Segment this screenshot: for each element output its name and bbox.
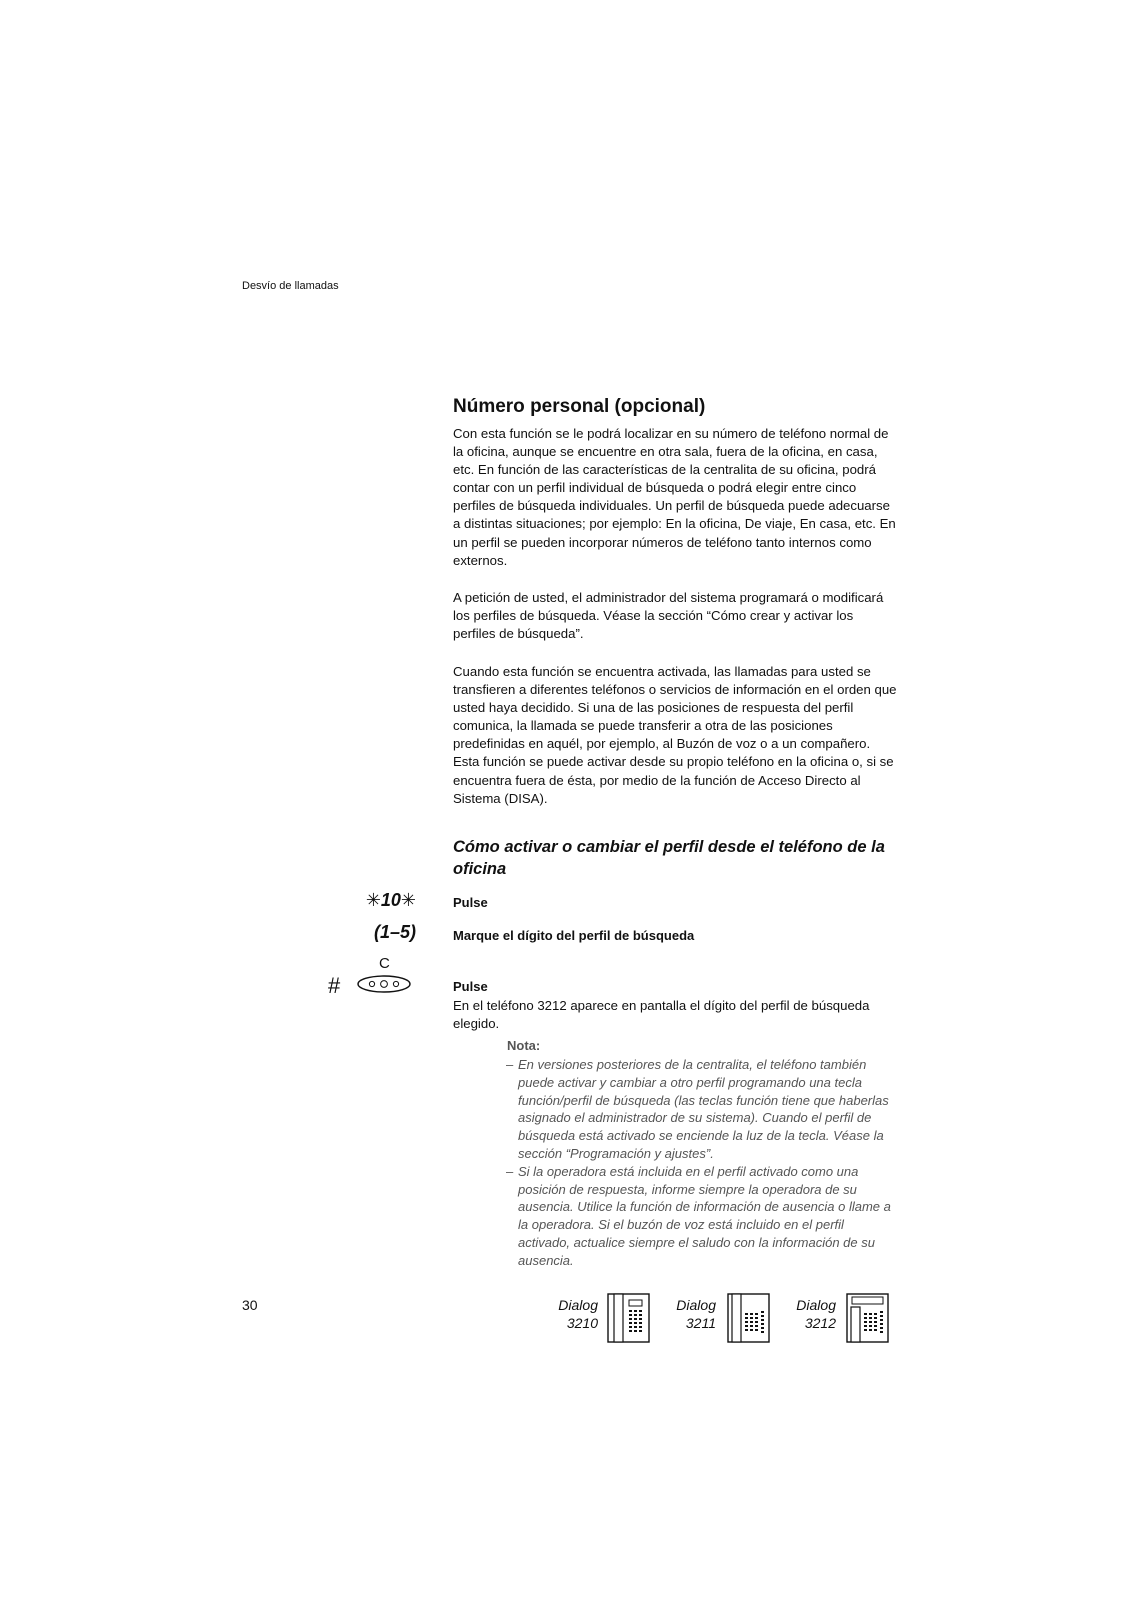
paragraph-admin: A petición de usted, el administrador del sistema programará o modificará los perfiles de búsqueda. Véase la sección “Cómo crear y activar los perfiles de búsqueda”. xyxy=(453,590,884,642)
paragraph-intro: Con esta función se le podrá localizar en su número de teléfono normal de la oficina, aunque se encuentre en otra sala, fuera de la oficina, en casa, etc. En función de las características de la centralita de su oficina, podrá contar con un perfil individual de búsqueda o podrá elegir entre cinco perfiles de búsqueda individuales. Un perfil de búsqueda puede adecuarse a distintas situaciones; por ejemplo: En la oficina, De viaje, En casa, etc. En un perfil se pueden incorporar números de teléfono tanto internos como externos. xyxy=(453,426,896,568)
star-10-star-key: ✳10✳ xyxy=(365,890,416,910)
model-label-3210: Dialog 3210 xyxy=(558,1297,598,1331)
profile-digit-key: (1–5) xyxy=(373,922,416,942)
note-list xyxy=(506,1056,898,1270)
section-title: Número personal (opcional) xyxy=(453,396,706,417)
paragraph-activation: Cuando esta función se encuentra activada, las llamadas para usted se transfieren a diferentes teléfonos o servicios de información en el orden que usted haya decidido. Si una de las posiciones de respuesta del perfil comunica, la llamada se puede transferir a otra de las posiciones predefinidas en aquél, por ejemplo, al Buzón de voz o a un compañero. Esta función se puede activar desde su propio teléfono en la oficina o, si se encuentra fuera de ésta, por medio de la función de Acceso Directo al Sistema (DISA). xyxy=(453,664,897,806)
phone-3211-icon xyxy=(727,1293,770,1348)
step-1-instruction: Pulse xyxy=(453,895,488,910)
note-item: – Si la operadora está incluida en el perfil activado como una posición de respuesta, informe siempre la operadora de su ausencia. Utilice la función de información de ausencia o llame a la operadora. Si el buzón de voz está incluido en el perfil activado, actualice siempre el saludo con la información de su ausencia. xyxy=(506,1163,891,1268)
note-title: Nota: xyxy=(507,1038,541,1053)
phone-3210-icon xyxy=(607,1293,650,1348)
result-text: En el teléfono 3212 aparece en pantalla el dígito del perfil de búsqueda elegido. xyxy=(453,998,870,1032)
model-label-3211: Dialog 3211 xyxy=(676,1297,716,1331)
clear-key-letter: C xyxy=(379,955,390,972)
clear-key-icon xyxy=(356,955,412,998)
subsection-title: Cómo activar o cambiar el perfil desde el teléfono de la oficina xyxy=(453,838,885,878)
model-label-3212: Dialog 3212 xyxy=(796,1297,836,1331)
note-item: – En versiones posteriores de la centralita, el teléfono también puede activar y cambiar a otro perfil programando una tecla función/perfil de búsqueda (las teclas función tiene que haberlas asignado el administrador de su sistema). Cuando el perfil de búsqueda está activado se enciende la luz de la tecla. Véase la sección “Programación y ajustes”. xyxy=(506,1057,889,1161)
page-number: 30 xyxy=(242,1297,258,1313)
phone-3212-icon xyxy=(846,1293,889,1348)
step-3-instruction: Pulse xyxy=(453,979,488,994)
running-header: Desvío de llamadas xyxy=(242,280,339,292)
hash-key: # xyxy=(328,973,341,998)
step-2-instruction: Marque el dígito del perfil de búsqueda xyxy=(453,928,695,943)
